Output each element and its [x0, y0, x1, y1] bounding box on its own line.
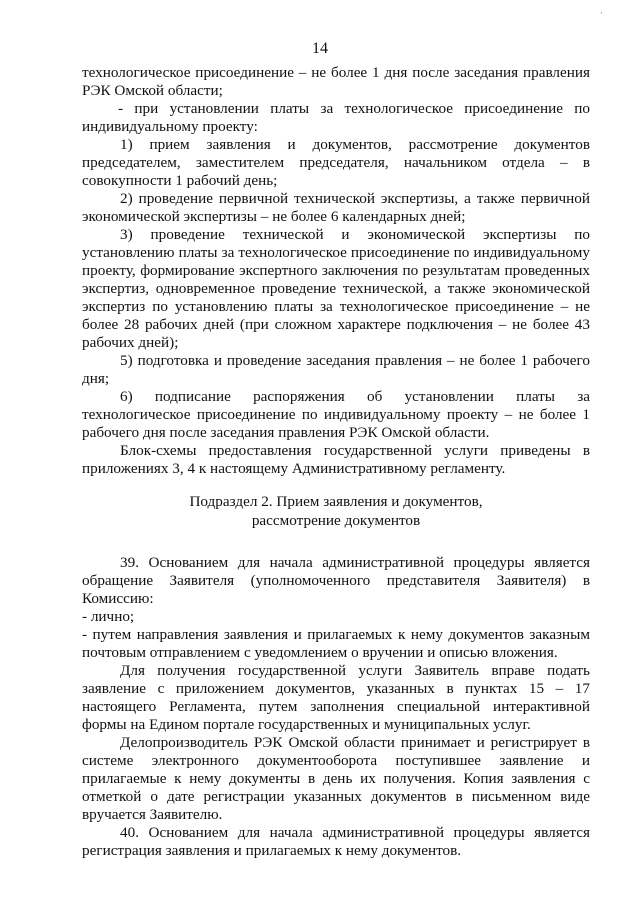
paragraph: 1) прием заявления и документов, рассмотрение документов председателем, заместителем председателя, начальником отдела – в совокупности 1 рабочий день; — [82, 136, 590, 189]
paragraph: Для получения государственной услуги Заявитель вправе подать заявление с приложением документов, указанных в пунктах 15 – 17 настоящего Регламента, путем заполнения специальной интерактивной формы на Едином портале государственных и муниципальных услуг. — [82, 662, 590, 733]
paragraph: 40. Основанием для начала административной процедуры является регистрация заявления и прилагаемых к нему документов. — [82, 824, 590, 859]
paragraph: 6) подписание распоряжения об установлении платы за технологическое присоединение по индивидуальному проекту – не более 1 рабочего дня после заседания правления РЭК Омской области. — [82, 388, 590, 441]
paragraph: Блок-схемы предоставления государственной услуги приведены в приложениях 3, 4 к настоящему Административному регламенту. — [82, 442, 590, 477]
paragraph: 5) подготовка и проведение заседания правления – не более 1 рабочего дня; — [82, 352, 590, 387]
subsection-heading — [82, 492, 590, 530]
paragraph: 2) проведение первичной технической экспертизы, а также первичной экономической экспертизы – не более 6 календарных дней; — [82, 190, 590, 225]
page-body — [82, 64, 590, 860]
paragraph: - при установлении платы за технологическое присоединение по индивидуальному проекту: — [82, 100, 590, 135]
corner-mark: · — [600, 8, 604, 18]
page-number: 14 — [312, 40, 328, 57]
paragraph: 39. Основанием для начала административной процедуры является обращение Заявителя (уполномоченного представителя Заявителя) в Комиссию: — [82, 554, 590, 607]
subsection-heading-line: Подраздел 2. Прием заявления и документов, — [189, 493, 483, 510]
paragraph: - путем направления заявления и прилагаемых к нему документов заказным почтовым отправлением с уведомлением о вручении и описью вложения. — [82, 626, 590, 661]
subsection-heading-line: рассмотрение документов — [251, 512, 421, 529]
paragraph: Делопроизводитель РЭК Омской области принимает и регистрирует в системе электронного документооборота поступившее заявление и прилагаемые к нему документы в день их получения. Копия заявления с отметкой о дате регистрации указанных документов в письменном виде вручается Заявителю. — [82, 734, 590, 823]
paragraph: - лично; — [82, 608, 135, 625]
paragraph: 3) проведение технической и экономической экспертизы по установлению платы за технологическое присоединение по индивидуальному проекту, формирование экспертного заключения по результатам проведенных экспертиз, одновременное проведение технической, а также экономической экспертиз по установлению платы за технологическое присоединение – не более 28 рабочих дней (при сложном характере подключения – не более 43 рабочих дней); — [82, 226, 590, 351]
paragraph: технологическое присоединение – не более 1 дня после заседания правления РЭК Омской области; — [82, 64, 590, 99]
